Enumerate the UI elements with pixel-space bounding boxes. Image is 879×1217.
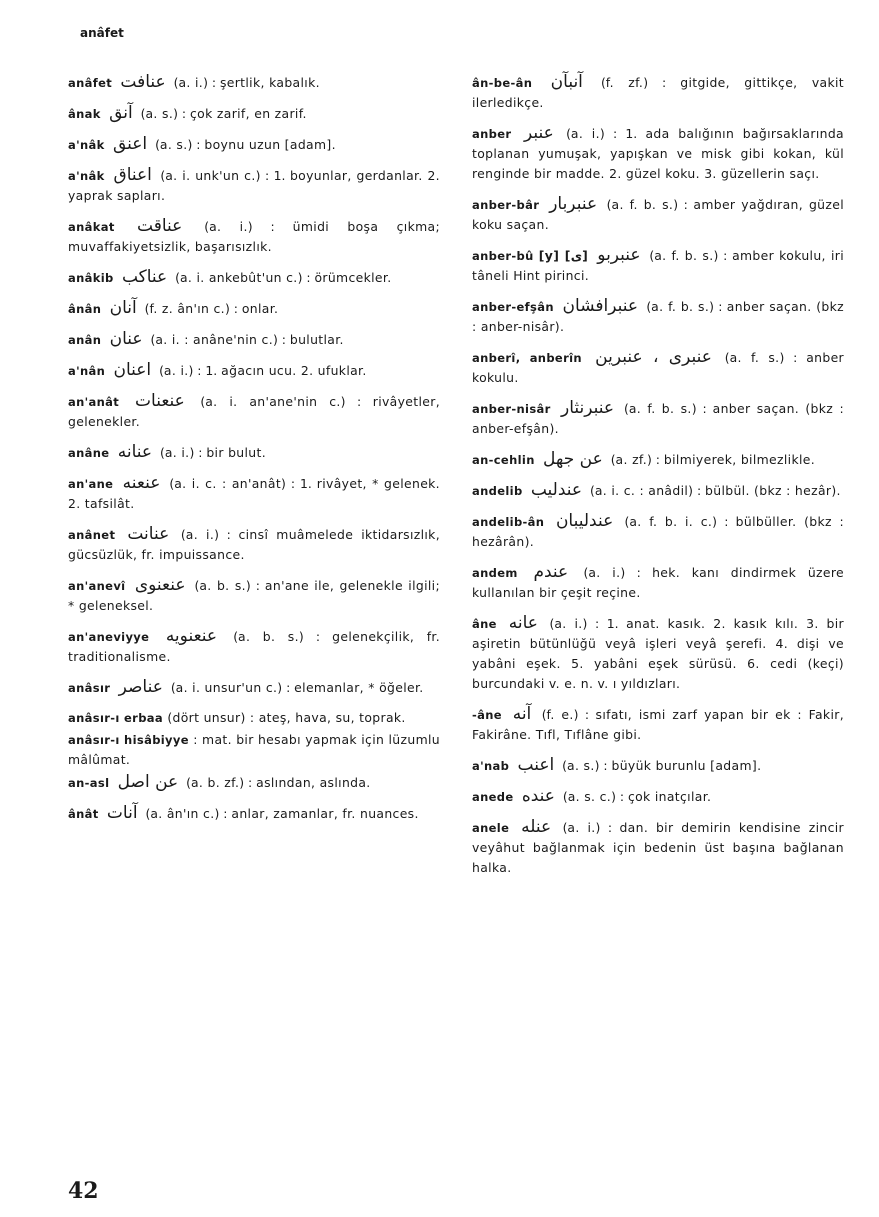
dictionary-entry xyxy=(472,194,844,235)
definition: (a. b. s.) : an'ane ile, gelenekle ilgili; * geleneksel. xyxy=(68,578,440,613)
headword: ânân xyxy=(68,302,102,316)
dictionary-entry xyxy=(68,708,440,728)
arabic-script: عندم xyxy=(533,562,569,582)
headword: an'anevî xyxy=(68,579,126,593)
arabic-script: عنبر xyxy=(524,123,554,143)
definition: (a. i.) : şertlik, kabalık. xyxy=(173,75,320,90)
arabic-script: عندليب xyxy=(530,480,583,500)
dictionary-entry xyxy=(68,329,440,350)
headword: anâsır-ı hisâbiyye xyxy=(68,733,189,747)
headword: anâfet xyxy=(68,76,113,90)
definition: (a. f. b. s.) : anber saçan. (bkz : anber-efşân). xyxy=(472,401,844,436)
dictionary-entry xyxy=(472,347,844,388)
definition: (a. i.) : bir bulut. xyxy=(160,445,266,460)
headword: andelib-ân xyxy=(472,515,545,529)
headword: an'anât xyxy=(68,395,120,409)
dictionary-entry xyxy=(472,245,844,286)
dictionary-entry xyxy=(472,786,844,807)
arabic-script: اعنب xyxy=(517,755,555,775)
headword: a'nab xyxy=(472,759,510,773)
arabic-script: آنه xyxy=(512,704,532,724)
definition: (a. b. zf.) : aslından, aslında. xyxy=(186,775,371,790)
arabic-script: عناصر xyxy=(118,677,163,697)
headword: -âne xyxy=(472,708,502,722)
definition: (a. i. unsur'un c.) : elemanlar, * öğeler. xyxy=(170,680,424,695)
definition: (a. f. b. s.) : amber yağdıran, güzel koku saçan. xyxy=(472,197,844,232)
definition: (dört unsur) : ateş, hava, su, toprak. xyxy=(167,710,406,725)
dictionary-entry xyxy=(68,772,440,793)
dictionary-entry xyxy=(472,755,844,776)
dictionary-entry xyxy=(68,677,440,698)
dictionary-entry xyxy=(472,480,844,501)
headword: anâsır xyxy=(68,681,111,695)
definition: (a. i. c. : an'anât) : 1. rivâyet, * gelenek. 2. tafsilât. xyxy=(68,476,440,511)
headword: anâkib xyxy=(68,271,114,285)
headword: anberî, anberîn xyxy=(472,351,582,365)
headword: an'ane xyxy=(68,477,114,491)
definition: (a. i.) : ümidi boşa çıkma; muvaffakiyetsizlik, başarısızlık. xyxy=(68,219,440,254)
definition: (f. zf.) : gitgide, gittikçe, vakit ilerledikçe. xyxy=(472,75,844,110)
arabic-script: عنعنه xyxy=(122,473,161,493)
definition: : mat. bir hesabı yapmak için lüzumlu mâlûmat. xyxy=(68,732,440,767)
definition: (a. f. b. s.) : amber kokulu, iri tâneli Hint pirinci. xyxy=(472,248,844,283)
dictionary-entry xyxy=(68,391,440,432)
headword: an-cehlin xyxy=(472,453,535,467)
dictionary-entry xyxy=(68,473,440,514)
dictionary-entry xyxy=(68,575,440,616)
arabic-script: عنافت xyxy=(120,72,166,92)
headword: ânak xyxy=(68,107,101,121)
arabic-script: عنعنات xyxy=(135,391,185,411)
dictionary-entry xyxy=(472,72,844,113)
headword: a'nâk xyxy=(68,169,105,183)
definition: (f. z. ân'ın c.) : onlar. xyxy=(144,301,279,316)
dictionary-entry xyxy=(68,134,440,155)
arabic-script: عنبرافشان xyxy=(562,296,639,316)
dictionary-entry xyxy=(472,511,844,552)
definition: (a. i.) : hek. kanı dindirmek üzere kullanılan bir çeşit reçine. xyxy=(472,565,844,600)
headword: a'nân xyxy=(68,364,106,378)
dictionary-entry xyxy=(472,123,844,184)
arabic-script: عنانت xyxy=(127,524,170,544)
headword: ânât xyxy=(68,807,99,821)
arabic-script: اعناق xyxy=(113,165,152,185)
definition: (a. s. c.) : çok inatçılar. xyxy=(562,789,712,804)
dictionary-entry xyxy=(472,296,844,337)
headword: anâne xyxy=(68,446,110,460)
headword: anede xyxy=(472,790,514,804)
arabic-script: عناكب xyxy=(121,267,168,287)
definition: (a. s.) : boynu uzun [adam]. xyxy=(155,137,336,152)
dictionary-entry xyxy=(68,442,440,463)
headword: anber xyxy=(472,127,512,141)
headword: a'nâk xyxy=(68,138,105,152)
variant-marker: [y] [ى] xyxy=(538,248,589,263)
arabic-script: عنبرنثار xyxy=(561,398,615,418)
definition: (a. i. c. : anâdil) : bülbül. (bkz : hezâr). xyxy=(590,483,841,498)
arabic-script: آنبآن xyxy=(550,72,583,92)
dictionary-entry xyxy=(472,562,844,603)
definition: (a. i. ankebût'un c.) : örümcekler. xyxy=(175,270,392,285)
arabic-script: عنده xyxy=(521,786,555,806)
arabic-script: عنله xyxy=(521,817,552,837)
definition: (a. i.) : dan. bir demirin kendisine zincir veyâhut bağlanmak için bedenin üst başına bağlanan halka. xyxy=(472,820,844,875)
definition: (a. s.) : çok zarif, en zarif. xyxy=(140,106,307,121)
arabic-script: عنان xyxy=(109,329,143,349)
dictionary-entry xyxy=(68,72,440,93)
arabic-script: عنبرى ، عنبرين xyxy=(595,347,712,367)
headword: anâkat xyxy=(68,220,115,234)
headword: anânet xyxy=(68,528,116,542)
page-number: 42 xyxy=(68,1178,99,1204)
headword: an-asl xyxy=(68,776,110,790)
left-column xyxy=(68,72,440,834)
running-head: anâfet xyxy=(80,26,124,40)
arabic-script: عنعنوى xyxy=(134,575,186,595)
arabic-script: عنانه xyxy=(117,442,153,462)
dictionary-entry xyxy=(472,449,844,470)
headword: anâsır-ı erbaa xyxy=(68,711,164,725)
dictionary-entry xyxy=(68,216,440,257)
definition: (a. s.) : büyük burunlu [adam]. xyxy=(562,758,762,773)
dictionary-entry xyxy=(68,360,440,381)
dictionary-entry xyxy=(68,165,440,206)
definition: (a. b. s.) : gelenekçilik, fr. traditionalisme. xyxy=(68,629,440,664)
headword: anber-bâr xyxy=(472,198,540,212)
dictionary-entry xyxy=(68,730,440,770)
headword: anân xyxy=(68,333,102,347)
definition: (a. i. an'ane'nin c.) : rivâyetler, gelenekler. xyxy=(68,394,440,429)
headword: anber-efşân xyxy=(472,300,554,314)
definition: (a. i.) : 1. anat. kasık. 2. kasık kılı. 3. bir aşiretin bütünlüğü veyâ işleri veyâ şerefi. 4. dişi ve yabâni eşek. 5. yabâni eşek sürüsü. 6. cedi (keçi) burcundaki v. e. n. v. ı yıldızları. xyxy=(472,616,844,691)
headword: andem xyxy=(472,566,518,580)
definition: (a. i.) : 1. ağacın ucu. 2. ufuklar. xyxy=(159,363,367,378)
dictionary-entry xyxy=(68,103,440,124)
dictionary-entry xyxy=(68,267,440,288)
headword: âne xyxy=(472,617,497,631)
definition: (a. f. b. i. c.) : bülbüller. (bkz : hezârân). xyxy=(472,514,844,549)
dictionary-entry xyxy=(68,803,440,824)
arabic-script: عندليبان xyxy=(555,511,614,531)
definition: (f. e.) : sıfatı, ismi zarf yapan bir ek : Fakir, Fakirâne. Tıfl, Tıflâne gibi. xyxy=(472,707,844,742)
headword: andelib xyxy=(472,484,523,498)
dictionary-entry xyxy=(472,398,844,439)
dictionary-entry xyxy=(68,626,440,667)
dictionary-entry xyxy=(472,704,844,745)
arabic-script: آنق xyxy=(109,103,133,123)
arabic-script: عن جهل xyxy=(543,449,603,469)
dictionary-entry xyxy=(472,817,844,878)
headword: an'aneviyye xyxy=(68,630,150,644)
arabic-script: عن اصل xyxy=(117,772,179,792)
dictionary-entry xyxy=(68,298,440,319)
headword: anber-bû xyxy=(472,249,534,263)
dictionary-entry xyxy=(472,613,844,694)
definition: (a. ân'ın c.) : anlar, zamanlar, fr. nuances. xyxy=(145,806,419,821)
arabic-script: اعنق xyxy=(112,134,148,154)
definition: (a. f. s.) : anber kokulu. xyxy=(472,350,845,385)
headword: anele xyxy=(472,821,510,835)
dictionary-entry xyxy=(68,524,440,565)
right-column xyxy=(472,72,844,888)
arabic-script: عنبربو xyxy=(597,245,641,265)
definition: (a. i.) : cinsî muâmelede iktidarsızlık, gücsüzlük, fr. impuissance. xyxy=(68,527,440,562)
arabic-script: عناقت xyxy=(137,216,183,236)
definition: (a. i.) : 1. ada balığının bağırsaklarında toplanan yumuşak, yapışkan ve misk gibi kokan, kül renginde bir madde. 2. güzel koku. 3. güzellerin saçı. xyxy=(472,126,844,181)
arabic-script: عنعنويه xyxy=(165,626,218,646)
definition: (a. zf.) : bilmiyerek, bilmezlikle. xyxy=(610,452,816,467)
definition: (a. i. : anâne'nin c.) : bulutlar. xyxy=(150,332,344,347)
arabic-script: اعنان xyxy=(113,360,152,380)
definition: (a. i. unk'un c.) : 1. boyunlar, gerdanlar. 2. yaprak sapları. xyxy=(68,168,440,203)
definition: (a. f. b. s.) : anber saçan. (bkz : anber-nisâr). xyxy=(472,299,844,334)
arabic-script: عنبربار xyxy=(549,194,598,214)
arabic-script: آنات xyxy=(106,803,138,823)
headword: anber-nisâr xyxy=(472,402,551,416)
arabic-script: عانه xyxy=(508,613,538,633)
arabic-script: آنان xyxy=(109,298,137,318)
headword: ân-be-ân xyxy=(472,76,533,90)
